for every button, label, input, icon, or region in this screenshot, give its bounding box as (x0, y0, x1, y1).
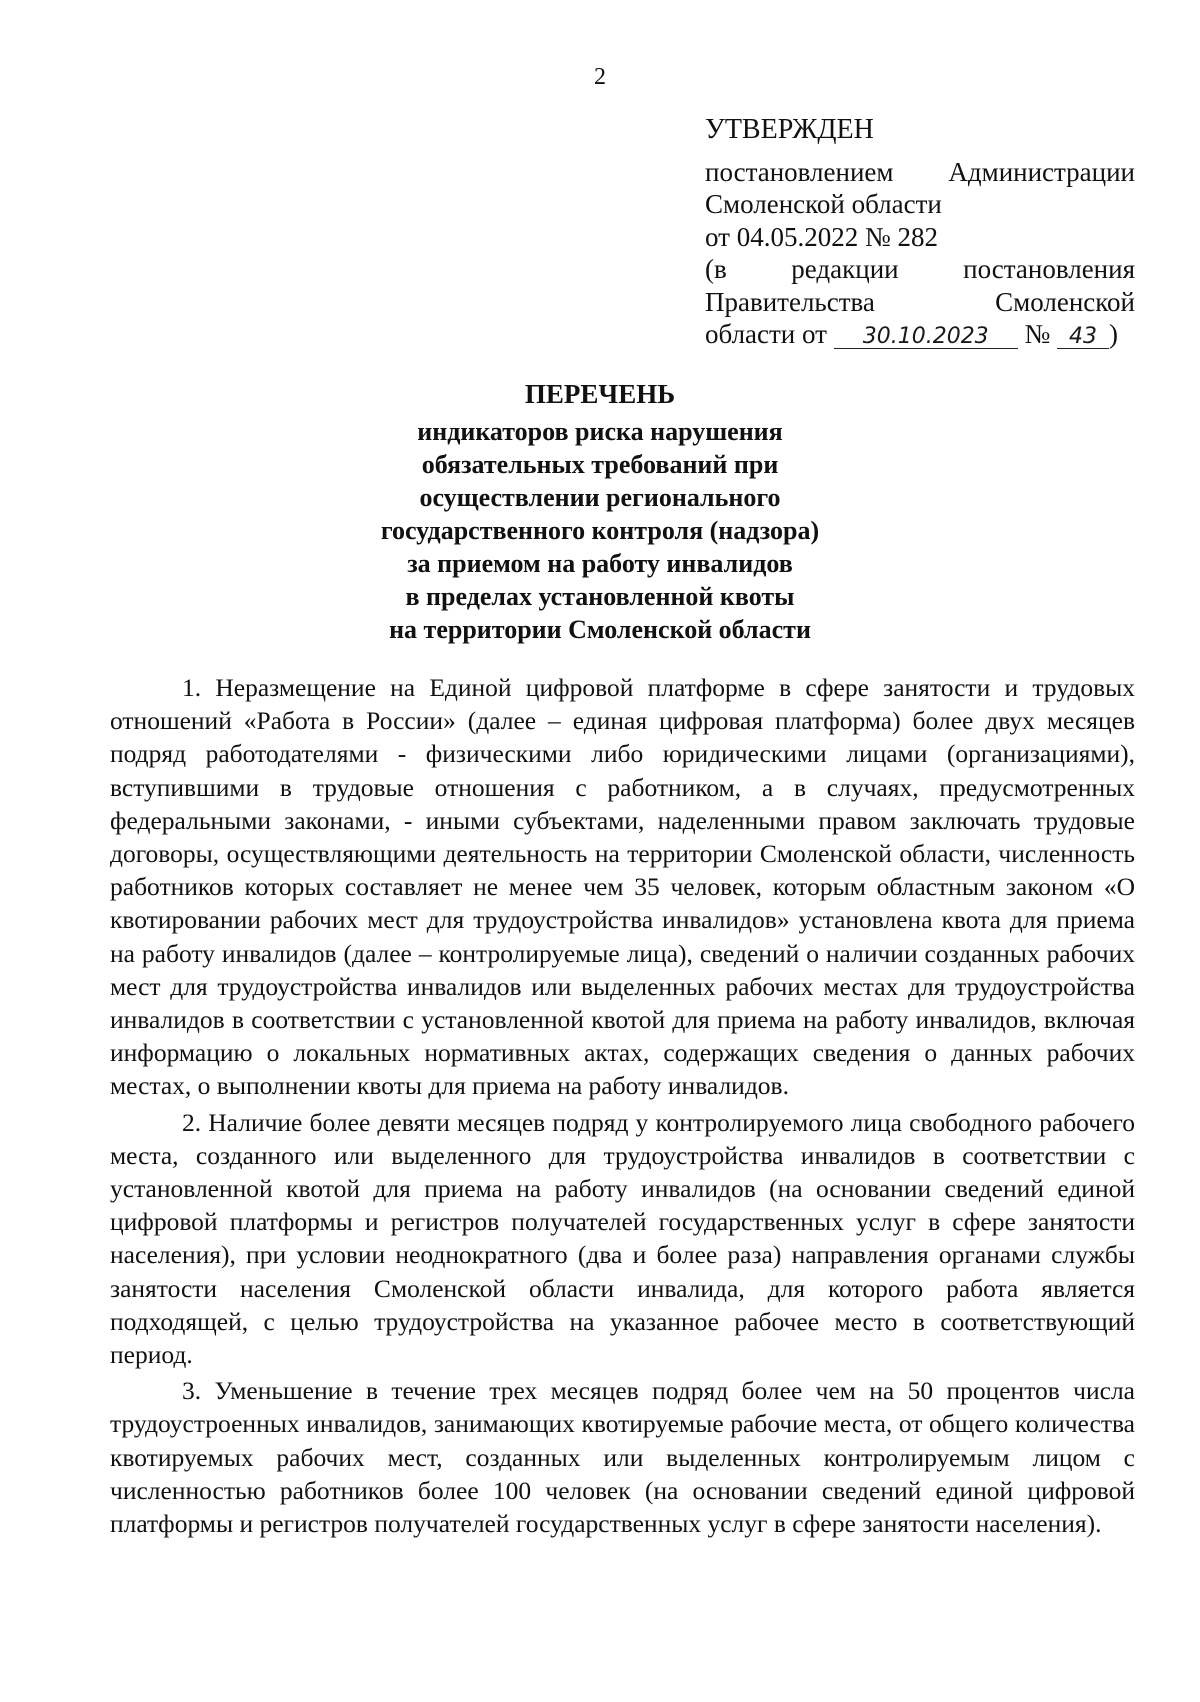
document-title (0, 378, 1200, 646)
approval-line-3: от 04.05.2022 № 282 (705, 221, 938, 252)
title-line: за приемом на работу инвалидов (407, 549, 793, 578)
approval-line-1: постановлением Администрации (705, 156, 1135, 187)
handwritten-number: 43 (1057, 326, 1109, 349)
list-item-1: 1. Неразмещение на Единой цифровой платформе в сфере занятости и трудовых отношений «Работа в России» (далее – единая цифровая платформа) более двух месяцев подряд работодателями - физическими либо юридическими лицами (организациями), вступившими в трудовые отношения с работником, а в случаях, предусмотренных федеральными законами, - иными субъектами, наделенными правом заключать трудовые договоры, осуществляющими деятельность на территории Смоленской области, численность работников которых составляет не менее чем 35 человек, которым областным законом «О квотировании рабочих мест для трудоустройства инвалидов» установлена квота для приема на работу инвалидов (далее – контролируемые лица), сведений о наличии созданных рабочих мест для трудоустройства инвалидов или выделенных рабочих местах для трудоустройства инвалидов в соответствии с установленной квотой для приема на работу инвалидов, включая информацию о локальных нормативных актах, содержащих сведения о данных рабочих местах, о выполнении квоты для приема на работу инвалидов. (110, 673, 1135, 1101)
list-item-3: 3. Уменьшение в течение трех месяцев подряд более чем на 50 процентов числа трудоустроенных инвалидов, занимающих квотируемые рабочие места, от общего количества квотируемых рабочих мест, созданных или выделенных контролируемым лицом с численностью работников более 100 человек (на основании сведений единой цифровой платформы и регистров получателей государственных услуг в сфере занятости населения). (110, 1376, 1135, 1539)
approval-heading: УТВЕРЖДЕН (705, 114, 874, 145)
title-main: ПЕРЕЧЕНЬ (524, 379, 676, 409)
title-line: на территории Смоленской области (389, 615, 811, 644)
title-line: осуществлении регионального (419, 483, 781, 512)
title-line: государственного контроля (надзора) (380, 516, 820, 545)
approval-line-4: (в редакции постановления (705, 254, 1135, 284)
title-line: обязательных требований при (421, 450, 779, 479)
title-line: в пределах установленной квоты (405, 582, 795, 611)
number-sign: № (1024, 319, 1051, 349)
page-number: 2 (594, 64, 606, 90)
approval-line-2: Смоленской области (705, 189, 942, 219)
approval-stamp (705, 114, 1135, 351)
handwritten-date: 30.10.2023 (834, 326, 1018, 349)
closing-paren: ) (1108, 319, 1118, 349)
approval-line-6-prefix: области от (705, 319, 827, 349)
title-line: индикаторов риска нарушения (417, 417, 783, 446)
approval-line-5: Правительства Смоленской (705, 286, 1135, 317)
document-body (110, 671, 1135, 1540)
approval-line-6 (705, 318, 1135, 351)
list-item-2: 2. Наличие более девяти месяцев подряд у контролируемого лица свободного рабочего места, созданного или выделенного для трудоустройства инвалидов в соответствии с установленной квотой для приема на работу инвалидов (на основании сведений единой цифровой платформы и регистров получателей государственных услуг в сфере занятости населения), при условии неоднократного (два и более раза) направления органами службы занятости населения Смоленской области инвалида, для которого работа является подходящей, с целью трудоустройства на указанное рабочее место в соответствующий период. (110, 1107, 1135, 1370)
